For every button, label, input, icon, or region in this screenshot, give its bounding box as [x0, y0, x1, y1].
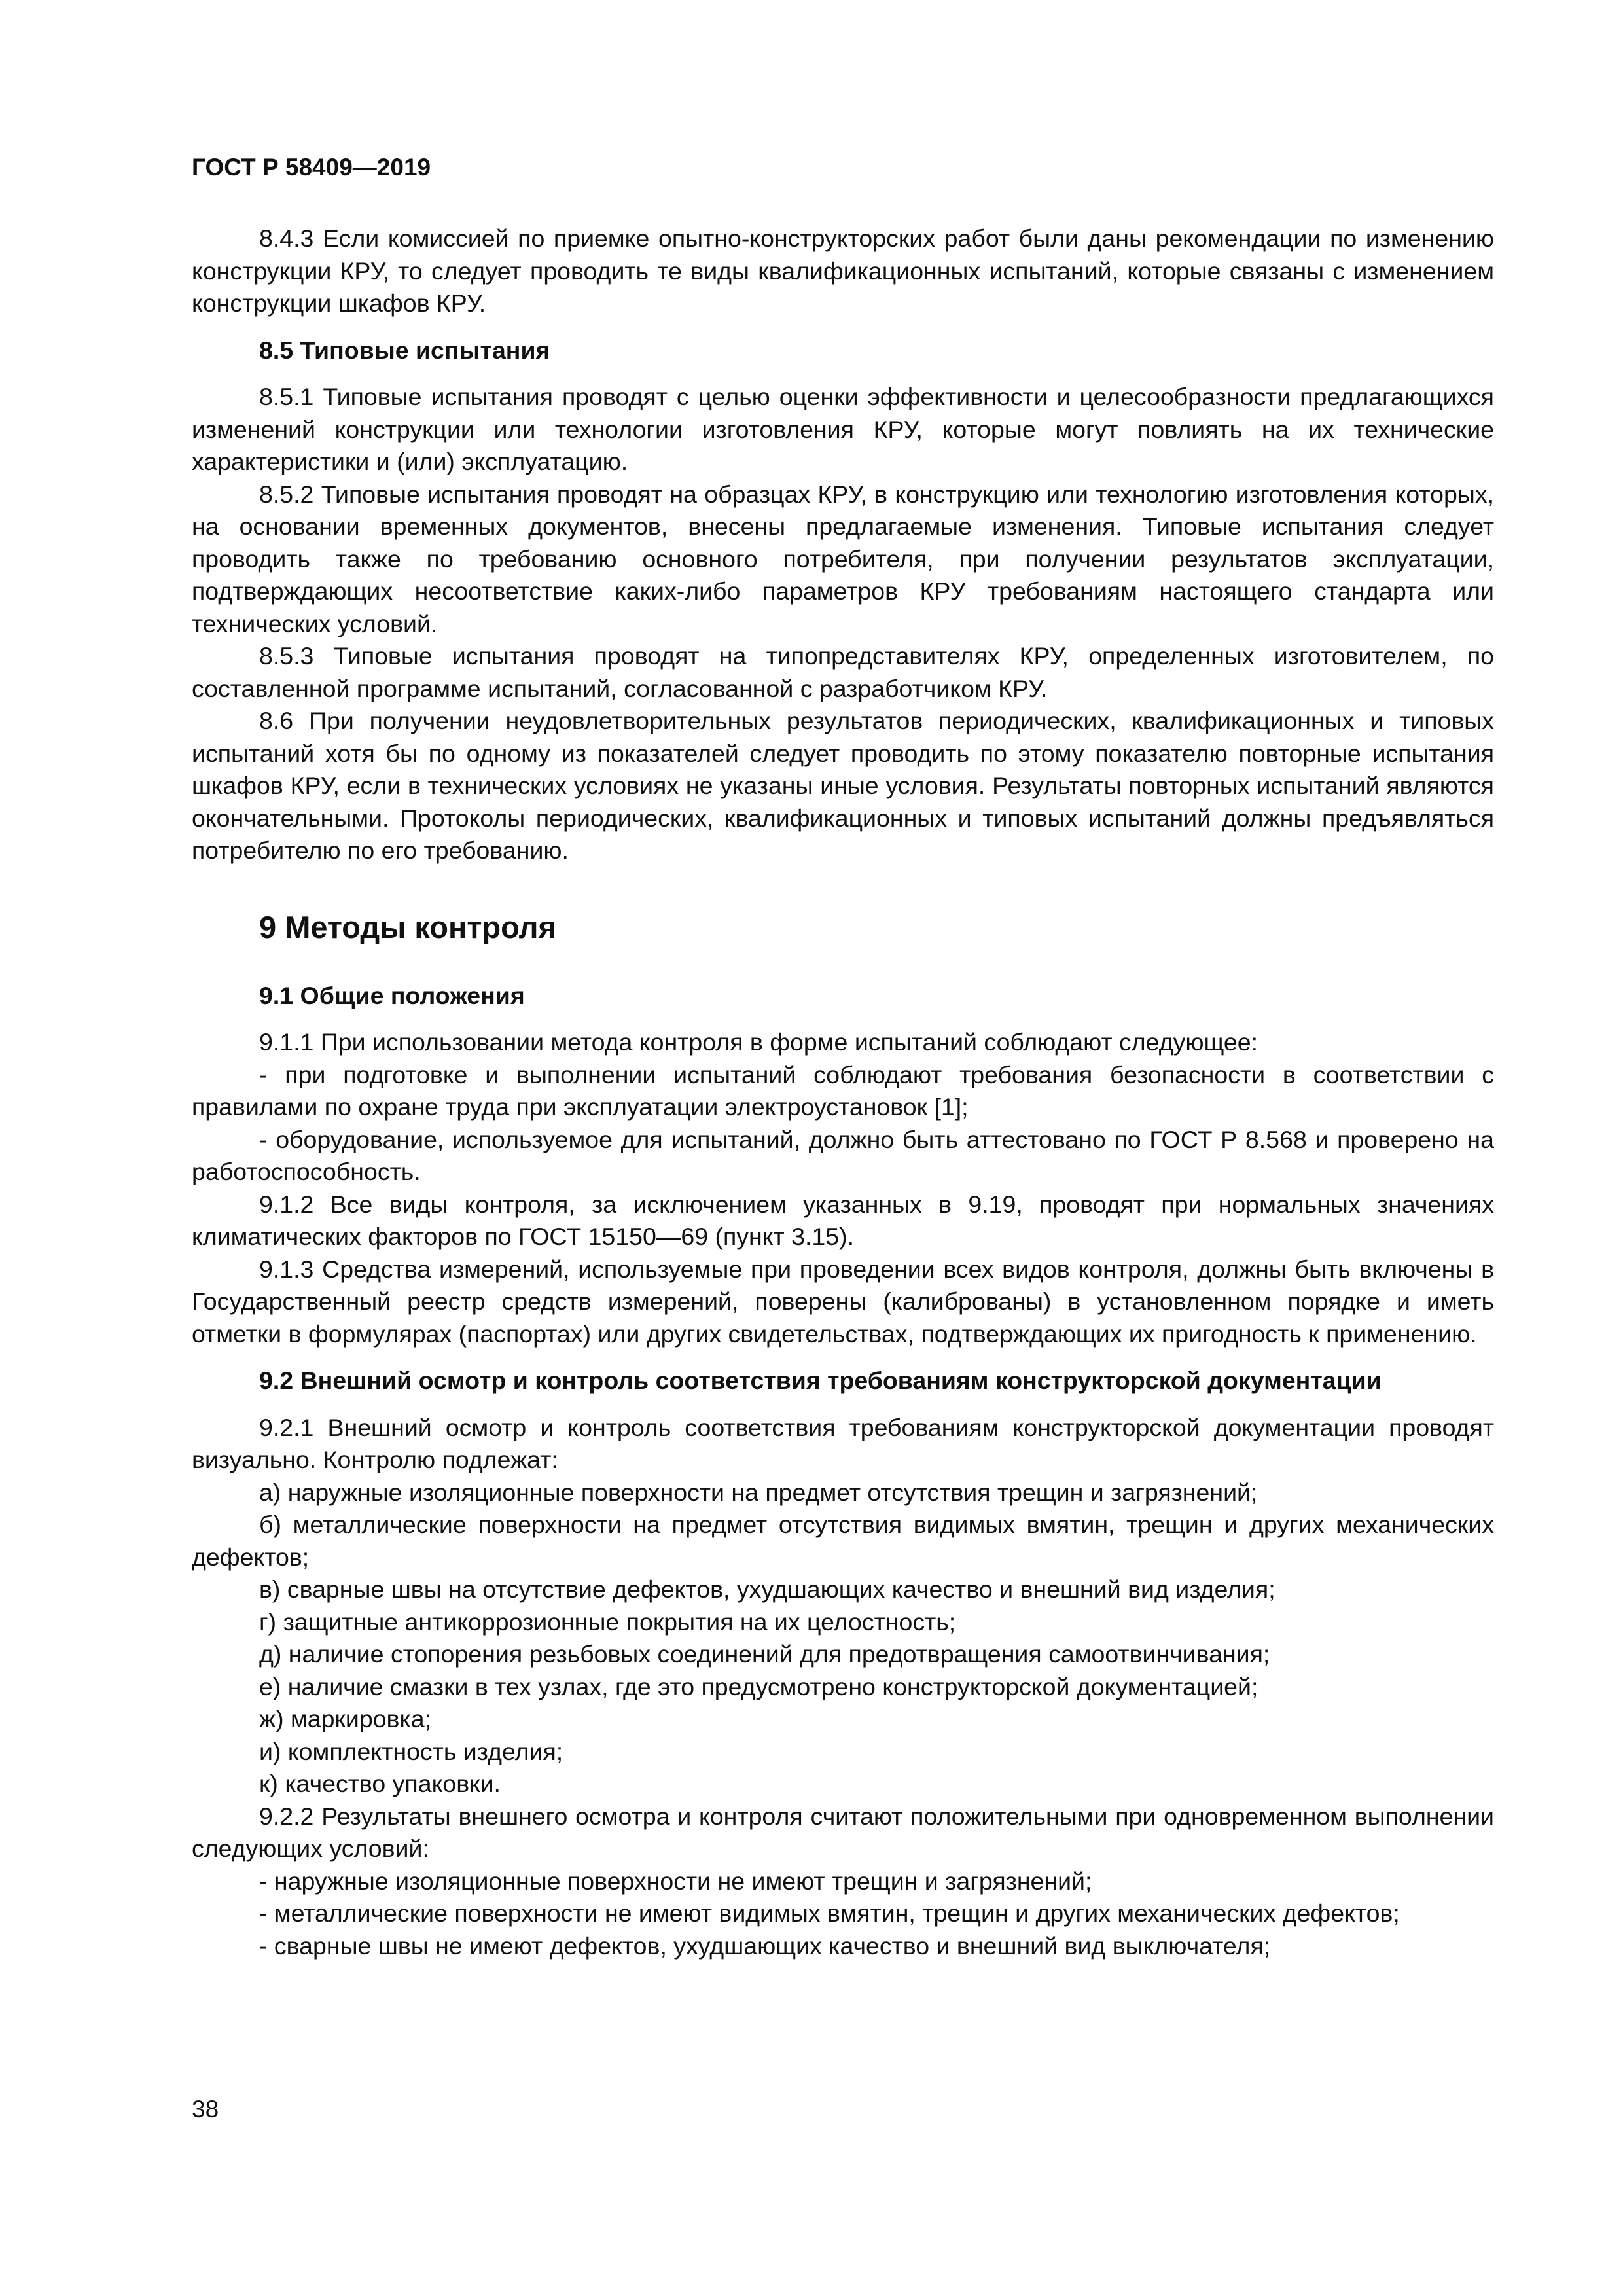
paragraph-9-2-1: 9.2.1 Внешний осмотр и контроль соответствия требованиям конструкторской документации проводят визуально. Контролю подлежат: — [192, 1413, 1494, 1473]
list-item: и) комплектность изделия; — [259, 1737, 563, 1765]
list-item: - сварные швы не имеют дефектов, ухудшающих качество и внешний вид выключателя; — [259, 1931, 1271, 1960]
list-item: д) наличие стопорения резьбовых соединений для предотвращения самоотвинчивания; — [259, 1640, 1270, 1668]
paragraph-8-4-3: 8.4.3 Если комиссией по приемке опытно-конструкторских работ были даны рекомендации по изменению конструкции КРУ, то следует проводить те виды квалификационных испытаний, которые связаны с изменением конструкции шкафов КРУ. — [192, 224, 1494, 317]
list-item: ж) маркировка; — [259, 1705, 431, 1732]
paragraph-9-1-2: 9.1.2 Все виды контроля, за исключением указанных в 9.19, проводят при нормальных значениях климатических факторов по ГОСТ 15150—69 (пункт 3.15). — [192, 1190, 1494, 1250]
list-item: - оборудование, используемое для испытаний, должно быть аттестовано по ГОСТ Р 8.568 и проверено на работоспособность. — [192, 1125, 1494, 1185]
section-heading-9: 9 Методы контроля — [259, 909, 556, 944]
list-item: б) металлические поверхности на предмет отсутствия видимых вмятин, трещин и других механических дефектов; — [192, 1511, 1494, 1571]
heading-9-2: 9.2 Внешний осмотр и контроль соответствия требованиям конструкторской документации — [259, 1367, 1382, 1394]
paragraph-8-5-2: 8.5.2 Типовые испытания проводят на образцах КРУ, в конструкцию или технологию изготовления которых, на основании временных документов, внесены предлагаемые изменения. Типовые испытания следует проводить также по требованию основного потребителя, при получении результатов эксплуатации, подтверждающих несоответствие каких-либо параметров КРУ требованиям настоящего стандарта или технических условий. — [192, 480, 1494, 637]
paragraph-8-5-1: 8.5.1 Типовые испытания проводят с целью оценки эффективности и целесообразности предлагающихся изменений конструкции или технологии изготовления КРУ, которые могут повлиять на их технические характеристики и (или) эксплуатацию. — [192, 383, 1494, 475]
list-item: - при подготовке и выполнении испытаний соблюдают требования безопасности в соответствии с правилами по охране труда при эксплуатации электроустановок [1]; — [192, 1060, 1494, 1121]
list-item: - металлические поверхности не имеют видимых вмятин, трещин и других механических дефектов; — [259, 1899, 1400, 1927]
heading-8-5: 8.5 Типовые испытания — [259, 336, 550, 364]
heading-9-1: 9.1 Общие положения — [259, 981, 525, 1009]
list-item: е) наличие смазки в тех узлах, где это предусмотрено конструкторской документацией; — [259, 1672, 1258, 1700]
paragraph-8-6: 8.6 При получении неудовлетворительных результатов периодических, квалификационных и типовых испытаний хотя бы по одному из показателей следует проводить по этому показателю повторные испытания шкафов КРУ, если в технических условиях не указаны иные условия. Результаты повторных испытаний являются окончательными. Протоколы периодических, квалификационных и типовых испытаний должны предъявляться потребителю по его требованию. — [192, 707, 1494, 864]
document-body — [192, 223, 1494, 1962]
paragraph-8-5-3: 8.5.3 Типовые испытания проводят на типопредставителях КРУ, определенных изготовителем, по составленной программе испытаний, согласованной с разработчиком КРУ. — [192, 642, 1494, 702]
page-number: 38 — [192, 2096, 219, 2123]
list-item: к) качество упаковки. — [259, 1770, 501, 1797]
paragraph-9-2-2: 9.2.2 Результаты внешнего осмотра и контроля считают положительными при одновременном выполнении следующих условий: — [192, 1802, 1494, 1862]
document-header: ГОСТ Р 58409—2019 — [192, 154, 431, 181]
list-item: в) сварные швы на отсутствие дефектов, ухудшающих качество и внешний вид изделия; — [259, 1575, 1275, 1603]
list-item: а) наружные изоляционные поверхности на предмет отсутствия трещин и загрязнений; — [259, 1478, 1258, 1506]
list-item: - наружные изоляционные поверхности не имеют трещин и загрязнений; — [259, 1867, 1092, 1895]
list-item: г) защитные антикоррозионные покрытия на их целостность; — [259, 1607, 956, 1636]
paragraph-9-1-3: 9.1.3 Средства измерений, используемые при проведении всех видов контроля, должны быть включены в Государственный реестр средств измерений, поверены (калиброваны) в установленном порядке и иметь отметки в формулярах (паспортах) или других свидетельствах, подтверждающих их пригодность к применению. — [192, 1255, 1494, 1348]
paragraph-9-1-1: 9.1.1 При использовании метода контроля в форме испытаний соблюдают следующее: — [259, 1028, 1258, 1056]
